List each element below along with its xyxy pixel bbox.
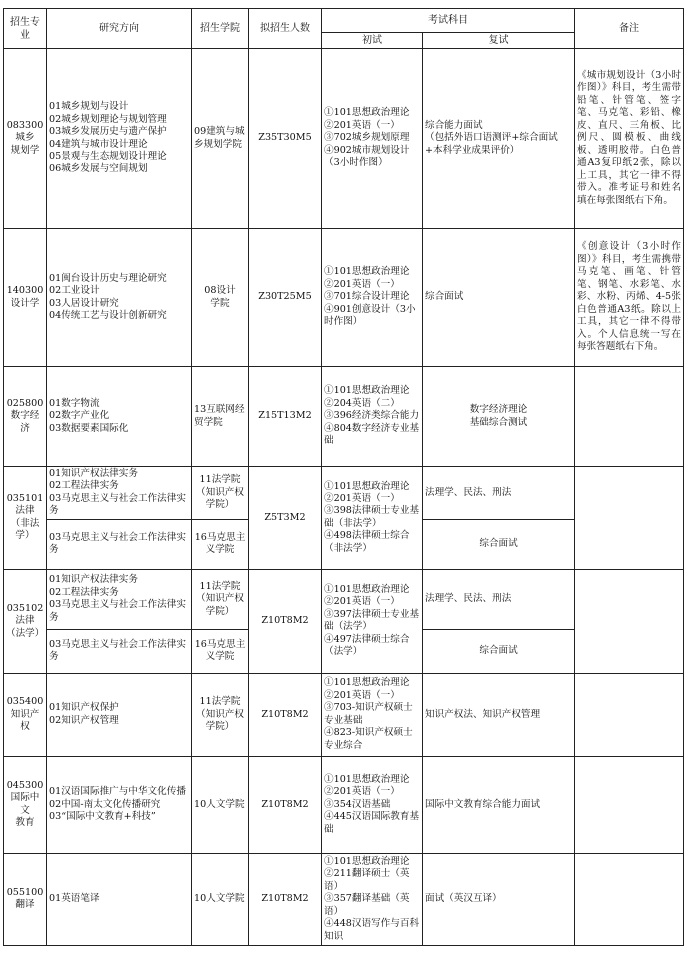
prelim-cell: ①101思想政治理论 ②201英语（一） ③354汉语基础 ④445汉语国际教育基础 — [322, 756, 423, 853]
college-cell: 13互联网经贸学院 — [192, 367, 249, 467]
major-cell: 035400 知识产权 — [4, 673, 47, 756]
remark-cell — [575, 569, 684, 673]
direction-cell: 01英语笔译 — [47, 853, 192, 945]
plan-cell: Z5T3M2 — [249, 467, 322, 570]
direction-cell: 03马克思主义与社会工作法律实务 — [47, 629, 192, 673]
major-cell: 035102 法律 （法学） — [4, 569, 47, 673]
remark-cell — [575, 467, 684, 570]
table-row — [4, 49, 684, 229]
college-cell: 11法学院 （知识产权学院） — [192, 467, 249, 520]
college-cell: 08设计 学院 — [192, 229, 249, 367]
plan-cell: Z35T30M5 — [249, 49, 322, 229]
plan-cell: Z10T8M2 — [249, 853, 322, 945]
remark-cell — [575, 367, 684, 467]
direction-cell: 01知识产权法律实务 02工程法律实务 03马克思主义与社会工作法律实务 — [47, 569, 192, 629]
college-cell: 11法学院 （知识产权学院） — [192, 569, 249, 629]
prelim-cell: ①101思想政治理论 ②201英语（一） ③398法律硕士专业基础（非法学） ④498法律硕士综合（非法学） — [322, 467, 423, 570]
direction-cell: 01知识产权法律实务 02工程法律实务 03马克思主义与社会工作法律实务 — [47, 467, 192, 520]
header-major: 招生专业 — [4, 9, 47, 49]
header-retest: 复试 — [423, 33, 575, 49]
prelim-cell: ①101思想政治理论 ②201英语（一） ③703-知识产权硕士专业基础 ④823-知识产权硕士专业综合 — [322, 673, 423, 756]
direction-cell: 01汉语国际推广与中华文化传播 02中国-南太文化传播研究 03“国际中文教育+科技” — [47, 756, 192, 853]
header-plan: 拟招生人数 — [249, 9, 322, 49]
prelim-cell: ①101思想政治理论 ②201英语（一） ③397法律硕士专业基础（法学） ④497法律硕士综合（法学） — [322, 569, 423, 673]
header-remark: 备注 — [575, 9, 684, 49]
retest-cell: 面试（英汉互译） — [423, 853, 575, 945]
remark-cell: 《创意设计（3小时作图）》科目，考生需携带马克笔、画笔、针管笔、钢笔、水彩笔、水彩、水粉、丙烯、4-5张白色普通A3纸。除以上工具，其它一律不得带入。个人信息统一写在每张答题纸右下角。 — [575, 229, 684, 367]
retest-cell: 知识产权法、知识产权管理 — [423, 673, 575, 756]
retest-cell: 国际中文教育综合能力面试 — [423, 756, 575, 853]
remark-cell — [575, 673, 684, 756]
major-cell: 140300 设计学 — [4, 229, 47, 367]
prelim-cell: ①101思想政治理论 ②204英语（二） ③396经济类综合能力 ④804数字经济专业基础 — [322, 367, 423, 467]
header-subjects: 考试科目 — [322, 9, 575, 33]
direction-cell: 01数字物流 02数字产业化 03数据要素国际化 — [47, 367, 192, 467]
table-row — [4, 467, 684, 520]
college-cell: 16马克思主义学院 — [192, 629, 249, 673]
table-row — [4, 229, 684, 367]
college-cell: 09建筑与城乡规划学院 — [192, 49, 249, 229]
header-college: 招生学院 — [192, 9, 249, 49]
plan-cell: Z10T8M2 — [249, 569, 322, 673]
retest-cell: 法理学、民法、刑法 — [423, 569, 575, 629]
major-cell: 035101 法律 （非法 学） — [4, 467, 47, 570]
prelim-cell: ①101思想政治理论 ②201英语（一） ③701综合设计理论 ④901创意设计（3小时作图） — [322, 229, 423, 367]
college-cell: 10人文学院 — [192, 756, 249, 853]
retest-cell: 数字经济理论 基础综合测试 — [423, 367, 575, 467]
plan-cell: Z10T8M2 — [249, 673, 322, 756]
plan-cell: Z15T13M2 — [249, 367, 322, 467]
college-cell: 16马克思主义学院 — [192, 519, 249, 569]
direction-cell: 01闽台设计历史与理论研究 02工业设计 03人居设计研究 04传统工艺与设计创新研究 — [47, 229, 192, 367]
prelim-cell: ①101思想政治理论 ②211翻译硕士（英语） ③357翻译基础（英语） ④448汉语写作与百科知识 — [322, 853, 423, 945]
plan-cell: Z10T8M2 — [249, 756, 322, 853]
college-cell: 11法学院 （知识产权学院） — [192, 673, 249, 756]
retest-cell: 法理学、民法、刑法 — [423, 467, 575, 520]
direction-cell: 01城乡规划与设计 02城乡规划理论与规划管理 03城乡发展历史与遗产保护 04建筑与城市设计理论 05景观与生态规划设计理论 06城乡发展与空间规划 — [47, 49, 192, 229]
retest-cell: 综合面试 — [423, 519, 575, 569]
major-cell: 045300 国际中文 教育 — [4, 756, 47, 853]
enrollment-table — [3, 8, 684, 946]
remark-cell: 《城市规划设计（3小时作图）》科目，考生需带铅笔、针管笔、签字笔、马克笔、彩铅、橡皮、直尺、三角板、比例尺、圆模板、曲线板、透明胶带。白色普通A3复印纸2张，除以上工具，其它一律不得带入。准考证号和姓名填在每张图纸右下角。 — [575, 49, 684, 229]
major-cell: 083300 城乡 规划学 — [4, 49, 47, 229]
major-cell: 055100 翻译 — [4, 853, 47, 945]
header-row — [4, 9, 684, 33]
header-direction: 研究方向 — [47, 9, 192, 49]
table-row — [4, 367, 684, 467]
direction-cell: 01知识产权保护 02知识产权管理 — [47, 673, 192, 756]
retest-cell: 综合面试 — [423, 629, 575, 673]
direction-cell: 03马克思主义与社会工作法律实务 — [47, 519, 192, 569]
prelim-cell: ①101思想政治理论 ②201英语（一） ③702城乡规划原理 ④902城市规划设计（3小时作图） — [322, 49, 423, 229]
major-cell: 025800 数字经济 — [4, 367, 47, 467]
plan-cell: Z30T25M5 — [249, 229, 322, 367]
header-prelim: 初试 — [322, 33, 423, 49]
table-row — [4, 569, 684, 629]
remark-cell — [575, 756, 684, 853]
retest-cell: 综合能力面试 （包括外语口语测评+综合面试+本科学业成果评价） — [423, 49, 575, 229]
table-row — [4, 756, 684, 853]
table-row — [4, 673, 684, 756]
retest-cell: 综合面试 — [423, 229, 575, 367]
table-row — [4, 853, 684, 945]
remark-cell — [575, 853, 684, 945]
college-cell: 10人文学院 — [192, 853, 249, 945]
